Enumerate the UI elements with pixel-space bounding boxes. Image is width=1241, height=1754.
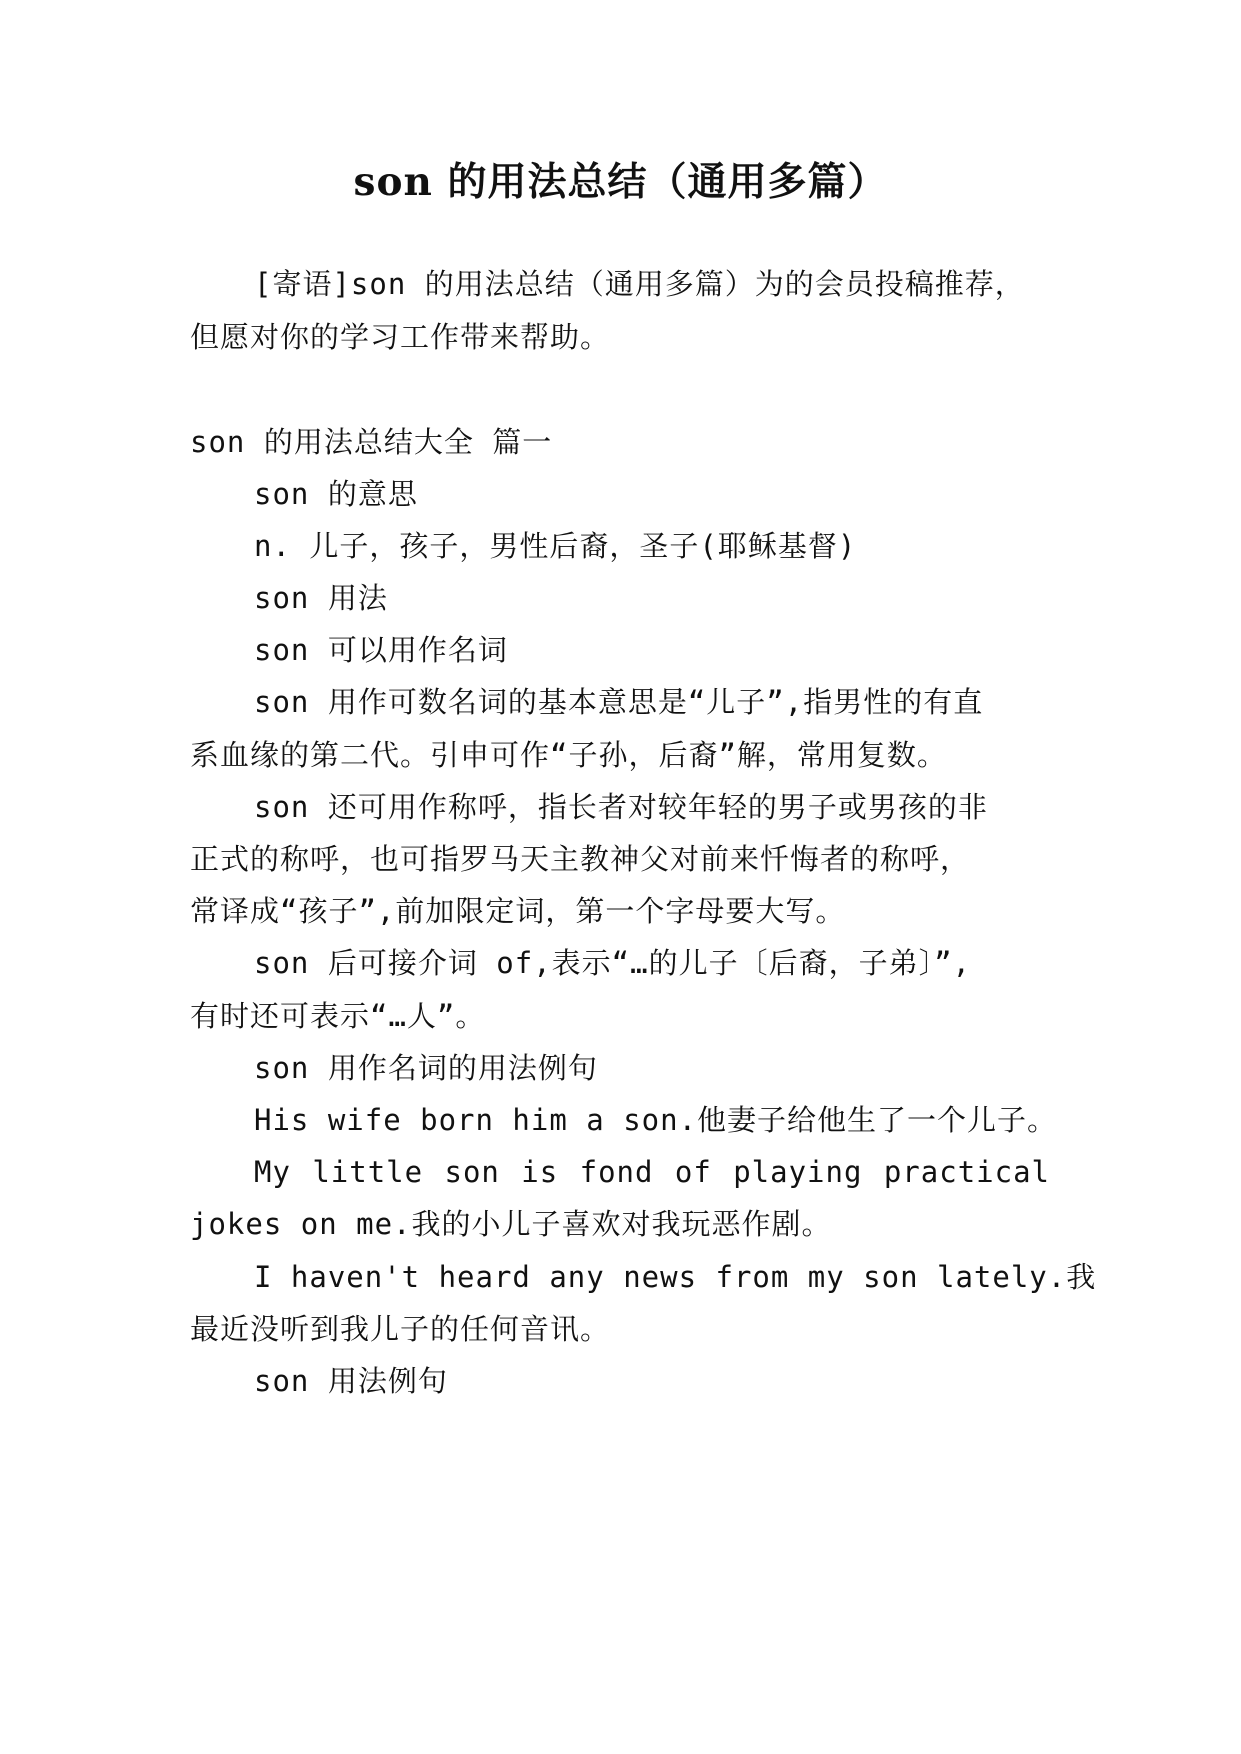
example-line: jokes on me.我的小儿子喜欢对我玩恶作剧。 (190, 1207, 832, 1241)
paragraph-line: n. 儿子，孩子，男性后裔，圣子(耶稣基督) (254, 529, 857, 563)
paragraph-line: son 用法例句 (254, 1364, 448, 1398)
paragraph-line: son 用作名词的用法例句 (254, 1051, 598, 1085)
paragraph-line: son 可以用作名词 (254, 633, 508, 667)
paragraph-line: son 用作可数名词的基本意思是“儿子”,指男性的有直 (254, 685, 984, 719)
paragraph-line: 正式的称呼，也可指罗马天主教神父对前来忏悔者的称呼， (190, 842, 971, 876)
intro-line-2: 但愿对你的学习工作带来帮助。 (190, 320, 611, 354)
paragraph-line: 常译成“孩子”,前加限定词，第一个字母要大写。 (190, 894, 846, 928)
section-heading: son 的用法总结大全 篇一 (190, 425, 553, 459)
intro-line-1: [寄语]son 的用法总结（通用多篇）为的会员投稿推荐， (254, 267, 1025, 301)
paragraph-line: son 用法 (254, 581, 388, 615)
paragraph-line: 有时还可表示“…人”。 (190, 999, 486, 1033)
paragraph-line: son 还可用作称呼，指长者对较年轻的男子或男孩的非 (254, 790, 988, 824)
document-title: son 的用法总结（通用多篇） (353, 159, 888, 205)
example-line: I haven't heard any news from my son lately.我 (254, 1260, 1097, 1294)
paragraph-line: 系血缘的第二代。引申可作“子孙，后裔”解，常用复数。 (190, 738, 947, 772)
example-line: My little son is fond of playing practical (254, 1155, 1050, 1189)
example-line: His wife born him a son.他妻子给他生了一个儿子。 (254, 1103, 1058, 1137)
example-line: 最近没听到我儿子的任何音讯。 (190, 1312, 611, 1346)
paragraph-line: son 的意思 (254, 477, 418, 511)
paragraph-line: son 后可接介词 of,表示“…的儿子〔后裔，子弟〕”, (254, 946, 972, 980)
